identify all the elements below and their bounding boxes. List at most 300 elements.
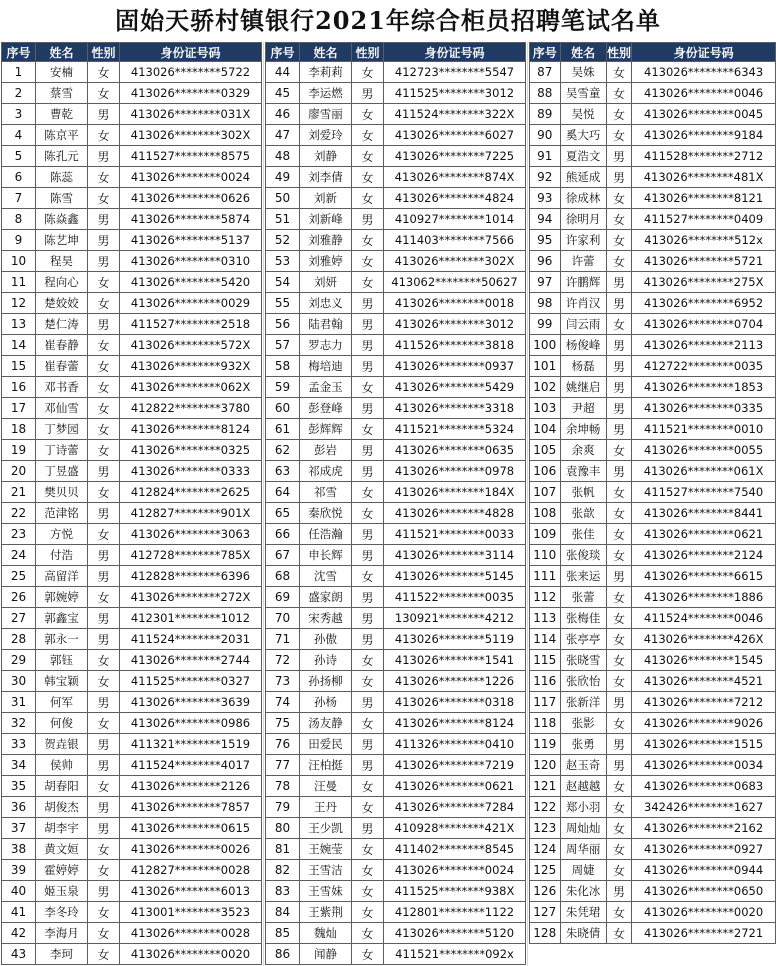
id-number-cell: 413026********874X (384, 167, 526, 188)
name-cell: 张梅佳 (560, 608, 606, 629)
seq-cell: 115 (530, 650, 561, 671)
name-cell: 周婕 (560, 860, 606, 881)
gender-cell: 女 (352, 146, 384, 167)
table-row (2, 818, 262, 839)
table-row (2, 314, 262, 335)
seq-cell: 81 (266, 839, 300, 860)
id-number-cell: 412824********2625 (120, 482, 262, 503)
id-number-cell: 413026********1515 (632, 734, 776, 755)
table-header (530, 43, 776, 62)
seq-cell: 74 (266, 692, 300, 713)
id-number-cell: 413026********0944 (632, 860, 776, 881)
gender-cell: 女 (352, 923, 384, 944)
table-row (530, 881, 776, 902)
gender-cell: 女 (606, 713, 631, 734)
name-cell: 杨磊 (560, 356, 606, 377)
gender-cell: 女 (606, 860, 631, 881)
table-row (266, 671, 526, 692)
name-cell: 曹乾 (36, 104, 88, 125)
seq-cell: 19 (2, 440, 36, 461)
id-number-cell: 413026********0055 (632, 440, 776, 461)
gender-cell: 女 (352, 482, 384, 503)
gender-cell: 男 (352, 440, 384, 461)
table-row (530, 566, 776, 587)
table-row (266, 83, 526, 104)
table-row (2, 713, 262, 734)
gender-cell: 女 (606, 629, 631, 650)
id-number-cell: 413026********302X (120, 125, 262, 146)
roster-table-1 (1, 42, 262, 965)
table-row (530, 335, 776, 356)
gender-cell: 男 (352, 398, 384, 419)
gender-cell: 男 (88, 566, 120, 587)
gender-cell: 女 (606, 83, 631, 104)
name-cell: 郭钰 (36, 650, 88, 671)
id-number-cell: 342426********1627 (632, 797, 776, 818)
table-row (2, 692, 262, 713)
seq-cell: 31 (2, 692, 36, 713)
header-gender: 性别 (88, 43, 120, 62)
name-cell: 任浩瀚 (300, 524, 352, 545)
gender-cell: 女 (606, 188, 631, 209)
gender-cell: 男 (352, 524, 384, 545)
id-number-cell: 413026********0018 (384, 293, 526, 314)
header-id-number: 身份证号码 (120, 43, 262, 62)
name-cell: 霍婷婷 (36, 860, 88, 881)
seq-cell: 53 (266, 251, 300, 272)
id-number-cell: 413026********0621 (632, 524, 776, 545)
header-gender: 性别 (352, 43, 384, 62)
seq-cell: 67 (266, 545, 300, 566)
seq-cell: 5 (2, 146, 36, 167)
name-cell: 赵越越 (560, 776, 606, 797)
seq-cell: 77 (266, 755, 300, 776)
table-row (2, 167, 262, 188)
name-cell: 侯帅 (36, 755, 88, 776)
seq-cell: 6 (2, 167, 36, 188)
gender-cell: 女 (606, 314, 631, 335)
id-number-cell: 413026********061X (632, 461, 776, 482)
name-cell: 刘爱玲 (300, 125, 352, 146)
seq-cell: 105 (530, 440, 561, 461)
seq-cell: 57 (266, 335, 300, 356)
id-number-cell: 413026********0020 (120, 944, 262, 965)
seq-cell: 36 (2, 797, 36, 818)
seq-cell: 93 (530, 188, 561, 209)
gender-cell: 男 (606, 692, 631, 713)
gender-cell: 女 (352, 125, 384, 146)
id-number-cell: 413026********0026 (120, 839, 262, 860)
seq-cell: 99 (530, 314, 561, 335)
gender-cell: 女 (606, 104, 631, 125)
name-cell: 祁成虎 (300, 461, 352, 482)
name-cell: 朱化冰 (560, 881, 606, 902)
seq-cell: 97 (530, 272, 561, 293)
seq-cell: 11 (2, 272, 36, 293)
seq-cell: 112 (530, 587, 561, 608)
seq-cell: 108 (530, 503, 561, 524)
name-cell: 张俊琰 (560, 545, 606, 566)
gender-cell: 女 (606, 524, 631, 545)
id-number-cell: 412722********0035 (632, 356, 776, 377)
id-number-cell: 413026********3639 (120, 692, 262, 713)
name-cell: 丁昱盛 (36, 461, 88, 482)
gender-cell: 男 (352, 545, 384, 566)
seq-cell: 65 (266, 503, 300, 524)
table-row (266, 230, 526, 251)
gender-cell: 男 (352, 209, 384, 230)
gender-cell: 女 (606, 776, 631, 797)
id-number-cell: 411522********0035 (384, 587, 526, 608)
header-row (2, 43, 262, 62)
table-row (266, 272, 526, 293)
table-row (2, 587, 262, 608)
gender-cell: 男 (88, 146, 120, 167)
id-number-cell: 413026********3063 (120, 524, 262, 545)
gender-cell: 男 (352, 314, 384, 335)
table-header (266, 43, 526, 62)
gender-cell: 女 (88, 272, 120, 293)
name-cell: 张欣怡 (560, 671, 606, 692)
table-row (2, 440, 262, 461)
gender-cell: 女 (606, 440, 631, 461)
name-cell: 孙扬柳 (300, 671, 352, 692)
seq-cell: 8 (2, 209, 36, 230)
table-row (2, 482, 262, 503)
id-number-cell: 413026********0024 (120, 167, 262, 188)
table-row (266, 251, 526, 272)
id-number-cell: 413026********0318 (384, 692, 526, 713)
id-number-cell: 413026********0046 (632, 83, 776, 104)
name-cell: 李莉莉 (300, 62, 352, 83)
table-row (2, 230, 262, 251)
name-cell: 刘雅静 (300, 230, 352, 251)
table-row (266, 482, 526, 503)
table-row (266, 587, 526, 608)
id-number-cell: 411403********7566 (384, 230, 526, 251)
name-cell: 姚继启 (560, 377, 606, 398)
gender-cell: 女 (88, 713, 120, 734)
gender-cell: 女 (352, 839, 384, 860)
gender-cell: 女 (352, 377, 384, 398)
name-cell: 王雪洁 (300, 860, 352, 881)
seq-cell: 109 (530, 524, 561, 545)
seq-cell: 110 (530, 545, 561, 566)
name-cell: 邓仙雪 (36, 398, 88, 419)
name-cell: 张歆 (560, 503, 606, 524)
gender-cell: 女 (606, 209, 631, 230)
seq-cell: 33 (2, 734, 36, 755)
seq-cell: 83 (266, 881, 300, 902)
gender-cell: 女 (88, 419, 120, 440)
name-cell: 杨俊峰 (560, 335, 606, 356)
id-number-cell: 411521********5324 (384, 419, 526, 440)
table-body (530, 62, 776, 944)
id-number-cell: 413001********3523 (120, 902, 262, 923)
name-cell: 陈蕊 (36, 167, 88, 188)
name-cell: 崔春蕾 (36, 356, 88, 377)
seq-cell: 37 (2, 818, 36, 839)
table-row (530, 734, 776, 755)
table-row (266, 188, 526, 209)
table-row (266, 314, 526, 335)
gender-cell: 男 (352, 83, 384, 104)
gender-cell: 男 (352, 335, 384, 356)
name-cell: 郭婉婷 (36, 587, 88, 608)
gender-cell: 女 (352, 650, 384, 671)
seq-cell: 85 (266, 923, 300, 944)
name-cell: 许蕾 (560, 251, 606, 272)
table-row (2, 860, 262, 881)
seq-cell: 24 (2, 545, 36, 566)
gender-cell: 女 (606, 125, 631, 146)
name-cell: 朱晓倩 (560, 923, 606, 944)
id-number-cell: 413026********0335 (632, 398, 776, 419)
seq-cell: 119 (530, 734, 561, 755)
id-number-cell: 413026********0045 (632, 104, 776, 125)
seq-cell: 94 (530, 209, 561, 230)
seq-cell: 38 (2, 839, 36, 860)
table-row (2, 356, 262, 377)
name-cell: 梅培迪 (300, 356, 352, 377)
seq-cell: 49 (266, 167, 300, 188)
table-row (2, 923, 262, 944)
id-number-cell: 413026********9184 (632, 125, 776, 146)
seq-cell: 100 (530, 335, 561, 356)
id-number-cell: 411524********0046 (632, 608, 776, 629)
id-number-cell: 413026********1853 (632, 377, 776, 398)
name-cell: 孟金玉 (300, 377, 352, 398)
id-number-cell: 413026********481X (632, 167, 776, 188)
name-cell: 王丹 (300, 797, 352, 818)
table-row (266, 440, 526, 461)
seq-cell: 73 (266, 671, 300, 692)
name-cell: 程向心 (36, 272, 88, 293)
table-row (530, 293, 776, 314)
id-number-cell: 411525********3012 (384, 83, 526, 104)
name-cell: 黄文姮 (36, 839, 88, 860)
seq-cell: 98 (530, 293, 561, 314)
table-row (2, 524, 262, 545)
id-number-cell: 413026********275X (632, 272, 776, 293)
id-number-cell: 413026********0635 (384, 440, 526, 461)
seq-cell: 128 (530, 923, 561, 944)
name-cell: 李珂 (36, 944, 88, 965)
id-number-cell: 413026********7219 (384, 755, 526, 776)
gender-cell: 男 (352, 461, 384, 482)
seq-cell: 42 (2, 923, 36, 944)
gender-cell: 女 (88, 125, 120, 146)
table-row (530, 398, 776, 419)
name-cell: 张帆 (560, 482, 606, 503)
gender-cell: 男 (88, 608, 120, 629)
header-id-number: 身份证号码 (384, 43, 526, 62)
gender-cell: 女 (88, 188, 120, 209)
seq-cell: 78 (266, 776, 300, 797)
seq-cell: 120 (530, 755, 561, 776)
id-number-cell: 413026********8124 (384, 713, 526, 734)
id-number-cell: 413026********031X (120, 104, 262, 125)
roster-table-3 (529, 42, 776, 944)
name-cell: 孙傲 (300, 629, 352, 650)
seq-cell: 116 (530, 671, 561, 692)
gender-cell: 男 (606, 881, 631, 902)
id-number-cell: 413026********2721 (632, 923, 776, 944)
id-number-cell: 413026********5721 (632, 251, 776, 272)
table-row (2, 335, 262, 356)
name-cell: 余坤畅 (560, 419, 606, 440)
id-number-cell: 413026********0626 (120, 188, 262, 209)
id-number-cell: 413026********5145 (384, 566, 526, 587)
seq-cell: 52 (266, 230, 300, 251)
id-number-cell: 413026********0615 (120, 818, 262, 839)
name-cell: 姬玉泉 (36, 881, 88, 902)
gender-cell: 女 (606, 587, 631, 608)
table-row (266, 335, 526, 356)
id-number-cell: 413062********50627 (384, 272, 526, 293)
table-row (266, 419, 526, 440)
seq-cell: 39 (2, 860, 36, 881)
table-row (266, 608, 526, 629)
seq-cell: 101 (530, 356, 561, 377)
seq-cell: 4 (2, 125, 36, 146)
id-number-cell: 413026********5874 (120, 209, 262, 230)
table-row (266, 146, 526, 167)
name-cell: 许肖汉 (560, 293, 606, 314)
gender-cell: 女 (352, 881, 384, 902)
name-cell: 赵玉奇 (560, 755, 606, 776)
seq-cell: 87 (530, 62, 561, 83)
id-number-cell: 413026********5137 (120, 230, 262, 251)
table-row (2, 839, 262, 860)
name-cell: 郭鑫宝 (36, 608, 88, 629)
table-row (2, 734, 262, 755)
table-row (2, 881, 262, 902)
name-cell: 张来运 (560, 566, 606, 587)
gender-cell: 女 (352, 860, 384, 881)
gender-cell: 女 (352, 797, 384, 818)
gender-cell: 女 (88, 440, 120, 461)
table-row (2, 146, 262, 167)
id-number-cell: 413026********0325 (120, 440, 262, 461)
name-cell: 丁诗蕾 (36, 440, 88, 461)
table-row (266, 650, 526, 671)
seq-cell: 63 (266, 461, 300, 482)
gender-cell: 女 (352, 272, 384, 293)
id-number-cell: 411525********0327 (120, 671, 262, 692)
gender-cell: 男 (88, 230, 120, 251)
table-row (530, 251, 776, 272)
name-cell: 张蕾 (560, 587, 606, 608)
seq-cell: 102 (530, 377, 561, 398)
seq-cell: 117 (530, 692, 561, 713)
name-cell: 周华丽 (560, 839, 606, 860)
name-cell: 李冬玲 (36, 902, 88, 923)
header-name: 姓名 (560, 43, 606, 62)
name-cell: 尹超 (560, 398, 606, 419)
table-row (530, 272, 776, 293)
seq-cell: 18 (2, 419, 36, 440)
id-number-cell: 413026********1541 (384, 650, 526, 671)
seq-cell: 84 (266, 902, 300, 923)
gender-cell: 女 (352, 104, 384, 125)
seq-cell: 61 (266, 419, 300, 440)
name-cell: 楚仁涛 (36, 314, 88, 335)
name-cell: 贺垚银 (36, 734, 88, 755)
table-row (2, 251, 262, 272)
seq-cell: 41 (2, 902, 36, 923)
seq-cell: 79 (266, 797, 300, 818)
table-row (266, 692, 526, 713)
name-cell: 安楠 (36, 62, 88, 83)
id-number-cell: 413026********5119 (384, 629, 526, 650)
gender-cell: 女 (88, 83, 120, 104)
seq-cell: 118 (530, 713, 561, 734)
seq-cell: 35 (2, 776, 36, 797)
gender-cell: 女 (352, 944, 384, 965)
name-cell: 刘静 (300, 146, 352, 167)
seq-cell: 10 (2, 251, 36, 272)
id-number-cell: 413026********184X (384, 482, 526, 503)
table-row (530, 377, 776, 398)
gender-cell: 女 (606, 671, 631, 692)
seq-cell: 127 (530, 902, 561, 923)
seq-cell: 56 (266, 314, 300, 335)
id-number-cell: 413026********302X (384, 251, 526, 272)
header-seq: 序号 (2, 43, 36, 62)
id-number-cell: 412822********3780 (120, 398, 262, 419)
gender-cell: 女 (352, 713, 384, 734)
gender-cell: 男 (606, 755, 631, 776)
table-row (2, 419, 262, 440)
id-number-cell: 413026********3012 (384, 314, 526, 335)
gender-cell: 女 (88, 860, 120, 881)
seq-cell: 28 (2, 629, 36, 650)
table-row (2, 62, 262, 83)
id-number-cell: 413026********6952 (632, 293, 776, 314)
table-row (266, 839, 526, 860)
id-number-cell: 130921********4212 (384, 608, 526, 629)
name-cell: 刘妍 (300, 272, 352, 293)
name-cell: 何军 (36, 692, 88, 713)
name-cell: 余爽 (560, 440, 606, 461)
seq-cell: 45 (266, 83, 300, 104)
id-number-cell: 413026********9026 (632, 713, 776, 734)
name-cell: 陆君翰 (300, 314, 352, 335)
table-row (266, 524, 526, 545)
table-row (530, 860, 776, 881)
name-cell: 何俊 (36, 713, 88, 734)
table-row (530, 356, 776, 377)
name-cell: 郑小羽 (560, 797, 606, 818)
table-row (2, 125, 262, 146)
seq-cell: 121 (530, 776, 561, 797)
table-row (530, 524, 776, 545)
gender-cell: 男 (352, 629, 384, 650)
header-seq: 序号 (266, 43, 300, 62)
table-row (2, 272, 262, 293)
gender-cell: 女 (606, 503, 631, 524)
id-number-cell: 413026********0978 (384, 461, 526, 482)
gender-cell: 女 (88, 62, 120, 83)
id-number-cell: 413026********0927 (632, 839, 776, 860)
id-number-cell: 413026********5420 (120, 272, 262, 293)
seq-cell: 46 (266, 104, 300, 125)
name-cell: 徐明月 (560, 209, 606, 230)
name-cell: 汪柏挺 (300, 755, 352, 776)
gender-cell: 女 (606, 797, 631, 818)
gender-cell: 男 (606, 146, 631, 167)
